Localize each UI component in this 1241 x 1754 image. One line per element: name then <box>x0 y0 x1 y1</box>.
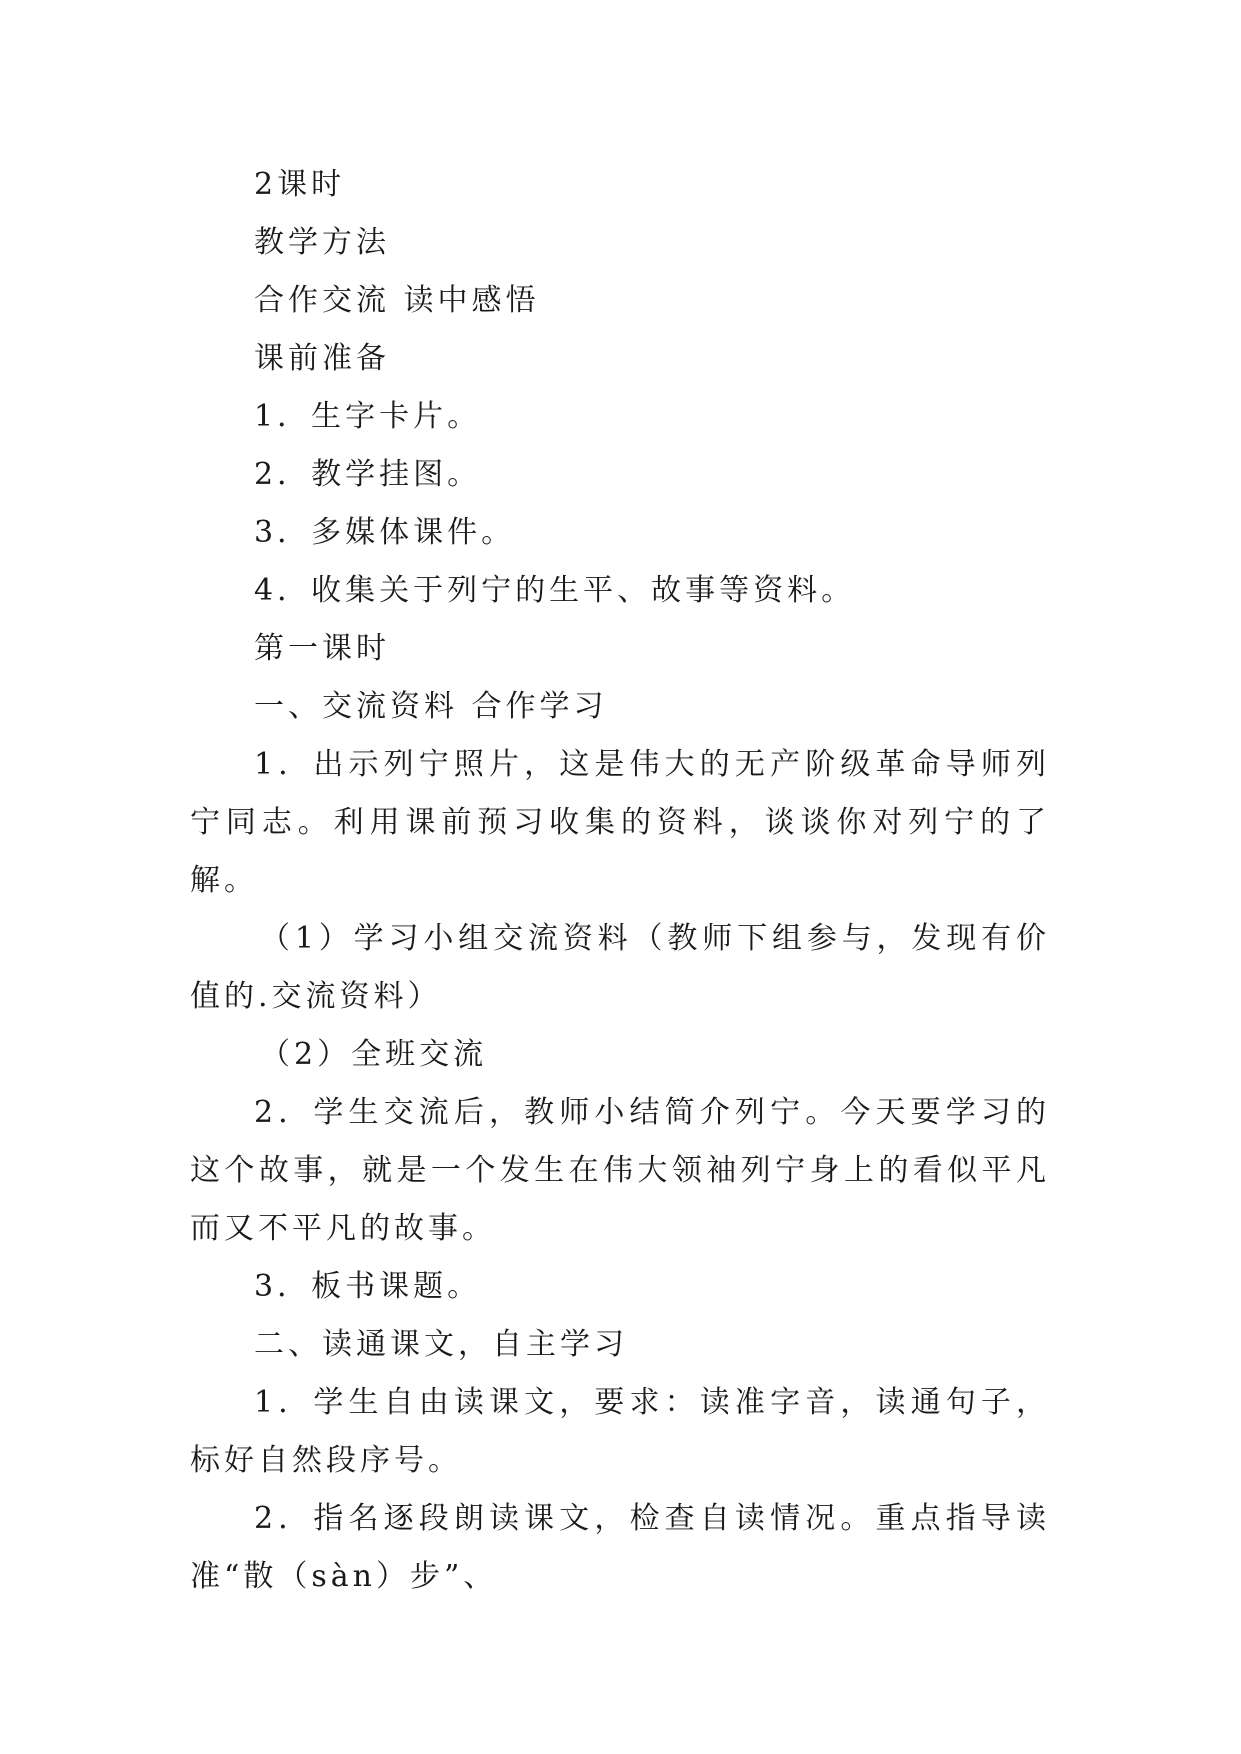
heading-first-lesson: 第一课时 <box>254 631 390 666</box>
section-2-step-2: 2．指名逐段朗读课文，检查自读情况。重点指导读准“散（sàn）步”、 <box>190 1501 1050 1594</box>
section-2-heading: 二、读通课文，自主学习 <box>254 1327 628 1362</box>
prep-item-1: 1．生字卡片。 <box>254 399 482 434</box>
heading-preparation: 课前准备 <box>254 341 390 376</box>
step-2-paragraph: 2．学生交流后，教师小结简介列宁。今天要学习的这个故事，就是一个发生在伟大领袖列宁身上的看似平凡而又不平凡的故事。 <box>190 1095 1050 1246</box>
prep-item-2: 2．教学挂图。 <box>254 457 482 492</box>
document-body <box>190 156 1050 1606</box>
step-1-paragraph: 1．出示列宁照片，这是伟大的无产阶级革命导师列宁同志。利用课前预习收集的资料，谈谈你对列宁的了解。 <box>190 747 1050 898</box>
section-1-heading: 一、交流资料 合作学习 <box>254 689 608 724</box>
teaching-method-text: 合作交流 读中感悟 <box>254 283 540 318</box>
section-2-step-1: 1．学生自由读课文，要求：读准字音，读通句子，标好自然段序号。 <box>190 1385 1050 1478</box>
step-1-sub-2: （2）全班交流 <box>260 1037 488 1072</box>
lesson-hours: 2课时 <box>254 167 346 202</box>
step-1-sub-1: （1）学习小组交流资料（教师下组参与，发现有价值的.交流资料） <box>190 921 1050 1014</box>
step-3-paragraph: 3．板书课题。 <box>254 1269 482 1304</box>
heading-teaching-method: 教学方法 <box>254 225 390 260</box>
prep-item-4: 4．收集关于列宁的生平、故事等资料。 <box>254 573 856 608</box>
prep-item-3: 3．多媒体课件。 <box>254 515 516 550</box>
